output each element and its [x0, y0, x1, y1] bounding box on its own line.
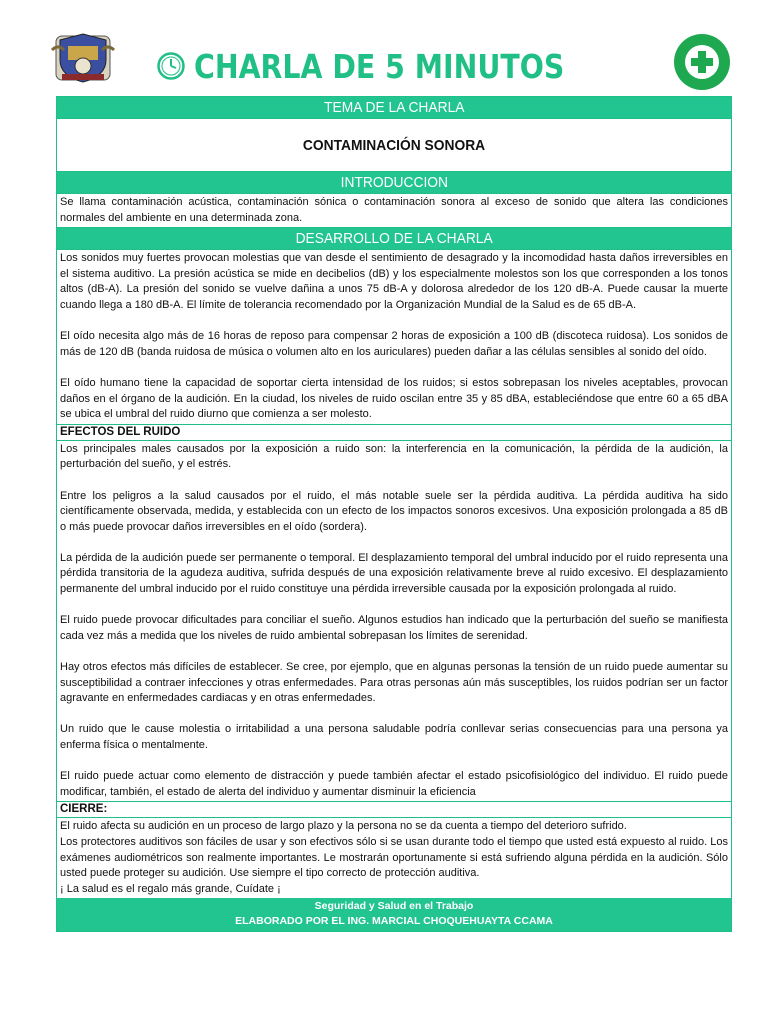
topic-title: CONTAMINACIÓN SONORA [57, 119, 731, 172]
footer-line1: Seguridad y Salud en el Trabajo [314, 900, 474, 913]
clock-icon [156, 51, 186, 81]
page-header [0, 0, 768, 96]
efectos-paragraph: Hay otros efectos más difíciles de establecer. Se cree, por ejemplo, que en algunas personas la tensión de un ruido puede aumentar su susceptibilidad a contraer infecciones y otras enfermedades. Para otras personas aún más susceptibles, los ruidos podrían ser un factor agravante en enfermedades cardiacas y en otras enfermedades. [60, 661, 728, 705]
title-block [193, 44, 580, 88]
cierre-paragraph: ¡ La salud es el regalo más grande, Cuídate ¡ [60, 882, 281, 895]
cierre-paragraph: El ruido afecta su audición en un proceso de largo plazo y la persona no se da cuenta a tiempo del deterioro sufrido. [60, 820, 627, 833]
desarrollo-paragraph: Los sonidos muy fuertes provocan molestias que van desde el sentimiento de desagrado y la incomodidad hasta daños irreversibles en el sistema auditivo. La presión acústica se mide en decibelios (dB) y los especialmente molestos son los que corresponden a los tonos altos (dB-A). La presión del sonido se vuelve dañina a unos 75 dB-A y dolorosa alrededor de los 120 dB-A. Puede causar la muerte cuando llega a 180 dB-A. El límite de tolerancia recomendado por la Organización Mundial de la Salud es de 65 dB-A. [60, 252, 728, 311]
page-title: CHARLA DE 5 MINUTOS [193, 46, 565, 86]
intro-text [57, 194, 731, 228]
efectos-text [57, 441, 731, 803]
efectos-heading: EFECTOS DEL RUIDO [57, 425, 731, 441]
desarrollo-paragraph: El oído necesita algo más de 16 horas de reposo para compensar 2 horas de exposición a 100 dB (discoteca ruidosa). Los sonidos de más de 120 dB (banda ruidosa de música o volumen alto en los auriculares) pueden dañar a las células sensibles al sonido del oído. [60, 330, 728, 358]
cierre-paragraph: Los protectores auditivos son fáciles de usar y son efectivos sólo si se usan durante todo el tiempo que usted está expuesto al ruido. Los exámenes audiométricos son realmente importantes. Le mostrarán oportunamente si está sufriendo alguna pérdida en la audición. Sólo usted puede proteger su audición. Use siempre el tipo correcto de protección auditiva. [60, 835, 728, 880]
desarrollo-text [57, 250, 731, 425]
cierre-heading: CIERRE: [57, 802, 731, 818]
efectos-paragraph: La pérdida de la audición puede ser permanente o temporal. El desplazamiento temporal del umbral inducido por el ruido representa una pérdida transitoria de la agudeza auditiva, sufrida después de una exposición relativamente breve al ruido excesivo. El desplazamiento permanente del umbral inducido por el ruido constituye una pérdida irreversible causada por la exposición prolongada al ruido. [60, 551, 728, 596]
tema-header: TEMA DE LA CHARLA [57, 97, 731, 119]
institution-seal-icon [48, 30, 118, 86]
efectos-paragraph: Los principales males causados por la exposición a ruido son: la interferencia en la comunicación, la pérdida de la audición, la perturbación del sueño, y el estrés. [60, 442, 728, 471]
green-cross-logo-icon [672, 32, 732, 92]
footer-line2: ELABORADO POR EL ING. MARCIAL CHOQUEHUAYTA CCAMA [235, 915, 553, 928]
efectos-paragraph: El ruido puede provocar dificultades para conciliar el sueño. Algunos estudios han indicado que la perturbación del sueño se manifiesta cada vez más a medida que los niveles de ruido ambiental sobrepasan los límites de serenidad. [60, 614, 728, 642]
efectos-paragraph: El ruido puede actuar como elemento de distracción y puede también afectar el estado psicofisiológico del individuo. El ruido puede modificar, también, el estado de alerta del individuo y aumentar disminuir la eficiencia [60, 770, 728, 798]
page-footer [57, 898, 731, 931]
efectos-paragraph: Entre los peligros a la salud causados por el ruido, el más notable suele ser la pérdida auditiva. La pérdida auditiva ha sido científicamente observada, medida, y establecida con un efecto de los impactos sonoros excesivos. Una exposición prolongada a 85 dB o más puede provocar daños irreversibles en el oído (sordera). [60, 489, 728, 533]
talk-sheet [56, 96, 732, 932]
efectos-paragraph: Un ruido que le cause molestia o irritabilidad a una persona saludable podría conllevar serias consecuencias para una persona ya enferma física o mentalmente. [60, 723, 728, 751]
cierre-text [57, 818, 731, 898]
desarrollo-paragraph: El oído humano tiene la capacidad de soportar cierta intensidad de los ruidos; si estos sobrepasan los niveles aceptables, provocan daños en el órgano de la audición. En la ciudad, los niveles de ruido oscilan entre 35 y 85 dBA, estableciéndose que entre 60 a 65 dBA se ubica el umbral del ruido diurno que comienza a ser molesto. [60, 376, 728, 421]
desarrollo-header: DESARROLLO DE LA CHARLA [57, 228, 731, 250]
intro-header: INTRODUCCION [57, 172, 731, 194]
intro-paragraph: Se llama contaminación acústica, contaminación sónica o contaminación sonora al exceso de sonido que altera las condiciones normales del ambiente en una determinada zona. [60, 196, 728, 224]
